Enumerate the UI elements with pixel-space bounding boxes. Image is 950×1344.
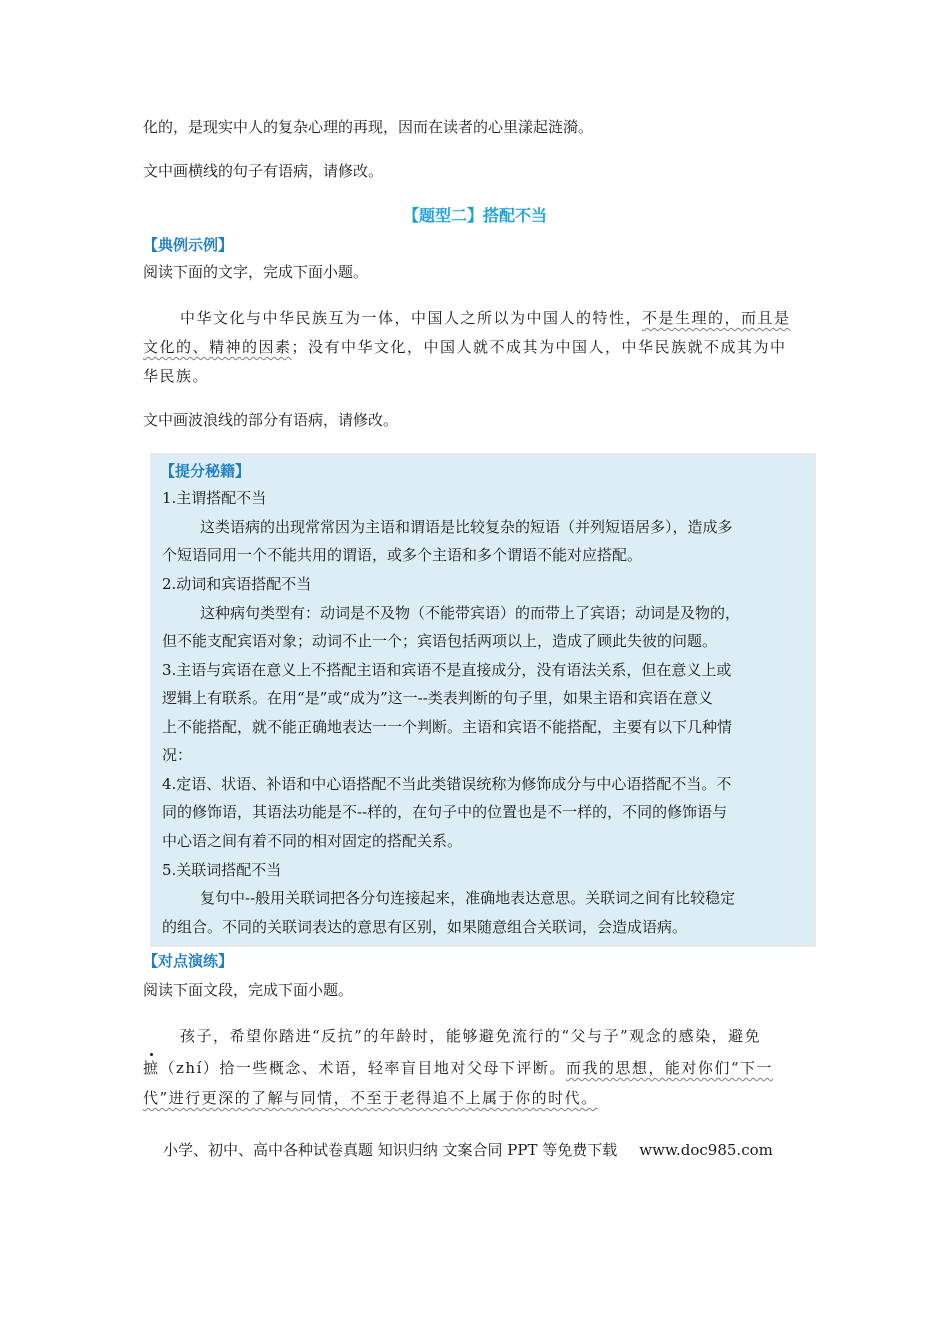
tips-text: 这类语病的出现常常因为主语和谓语是比较复杂的短语（并列短语居多），造成多 bbox=[200, 518, 733, 536]
tips-text: 的组合。不同的关联词表达的意思有区别，如果随意组合关联词，会造成语病。 bbox=[162, 918, 688, 936]
practice-passage-line-3 bbox=[143, 1087, 598, 1109]
passage-text: 中华文化与中华民族互为一体，中国人之所以为中国人的特性， bbox=[180, 309, 643, 327]
footer-url[interactable]: www.doc985.com bbox=[639, 1141, 773, 1159]
tips-box bbox=[150, 453, 816, 947]
emphasis-dot-char: 摭 bbox=[143, 1059, 160, 1077]
example-instruction: 阅读下面的文字，完成下面小题。 bbox=[143, 263, 369, 281]
example-passage-line-1 bbox=[180, 307, 791, 329]
tips-heading-1: 1.主谓搭配不当 bbox=[162, 489, 267, 507]
tips-text: 但不能支配宾语对象；动词不止一个；宾语包括两项以上，造成了顾此失彼的问题。 bbox=[162, 632, 718, 650]
wavy-underlined-text: 不是生理的，而且是 bbox=[642, 309, 791, 327]
practice-label: 【对点演练】 bbox=[143, 952, 234, 970]
wavy-underlined-text: 代”进行更深的了解与同情，不至于老得追不上属于你的时代。 bbox=[143, 1089, 598, 1107]
tips-heading-3: 3.主语与宾语在意义上不搭配主语和宾语不是直接成分，没有语法关系，但在意义上或 bbox=[162, 661, 732, 679]
tips-heading-4: 4.定语、状语、补语和中心语搭配不当此类错误统称为修饰成分与中心语搭配不当。不 bbox=[162, 775, 732, 793]
footer-text: 小学、初中、高中各种试卷真题 知识归纳 文案合同 PPT 等免费下载 bbox=[163, 1141, 618, 1159]
example-label: 【典例示例】 bbox=[143, 236, 234, 254]
example-passage-line-3: 华民族。 bbox=[143, 367, 210, 385]
intro-question: 文中画横线的句子有语病，请修改。 bbox=[143, 162, 384, 180]
tips-title: 【提分秘籍】 bbox=[160, 462, 251, 480]
practice-passage-line-2 bbox=[143, 1057, 773, 1079]
example-question: 文中画波浪线的部分有语病，请修改。 bbox=[143, 411, 399, 429]
tips-text: 中心语之间有着不同的相对固定的搭配关系。 bbox=[162, 832, 463, 850]
wavy-underlined-text: 而我的思想，能对你们“下一 bbox=[565, 1059, 774, 1077]
tips-text: 况： bbox=[162, 746, 193, 764]
tips-text: 这种病句类型有：动词是不及物（不能带宾语）的而带上了宾语；动词是及物的， bbox=[200, 604, 741, 622]
practice-passage-line-1: 孩子，希望你踏进“反抗”的年龄时，能够避免流行的“父与子”观念的感染，避免 bbox=[180, 1027, 762, 1045]
tips-heading-2: 2.动词和宾语搭配不当 bbox=[162, 575, 312, 593]
footer bbox=[163, 1139, 773, 1161]
tips-text: 复句中--般用关联词把各分句连接起来，准确地表达意思。关联词之间有比较稳定 bbox=[200, 889, 736, 907]
tips-text: 同的修饰语，其语法功能是不--样的，在句子中的位置也是不一样的，不同的修饰语与 bbox=[162, 803, 728, 821]
tips-text: 逻辑上有联系。在用“是”或“成为”这一--类表判断的句子里，如果主语和宾语在意义 bbox=[162, 689, 713, 707]
tips-heading-5: 5.关联词搭配不当 bbox=[162, 861, 282, 879]
section-title: 【题型二】搭配不当 bbox=[402, 206, 547, 225]
practice-instruction: 阅读下面文段，完成下面小题。 bbox=[143, 981, 354, 999]
example-passage-line-2 bbox=[143, 336, 787, 358]
tips-text: 上不能搭配，就不能正确地表达一一个判断。主语和宾语不能搭配，主要有以下几种情 bbox=[162, 718, 733, 736]
passage-text: ；没有中华文化，中国人就不成其为中国人，中华民族就不成其为中 bbox=[291, 338, 787, 356]
tips-text: 个短语同用一个不能共用的谓语，或多个主语和多个谓语不能对应搭配。 bbox=[162, 546, 643, 564]
intro-line-1: 化的，是现实中人的复杂心理的再现，因而在读者的心里漾起涟漪。 bbox=[143, 118, 594, 136]
passage-text: （zhí）拾一些概念、术语，轻率盲目地对父母下评断。 bbox=[159, 1059, 566, 1077]
wavy-underlined-text: 文化的、精神的因素 bbox=[143, 338, 292, 356]
